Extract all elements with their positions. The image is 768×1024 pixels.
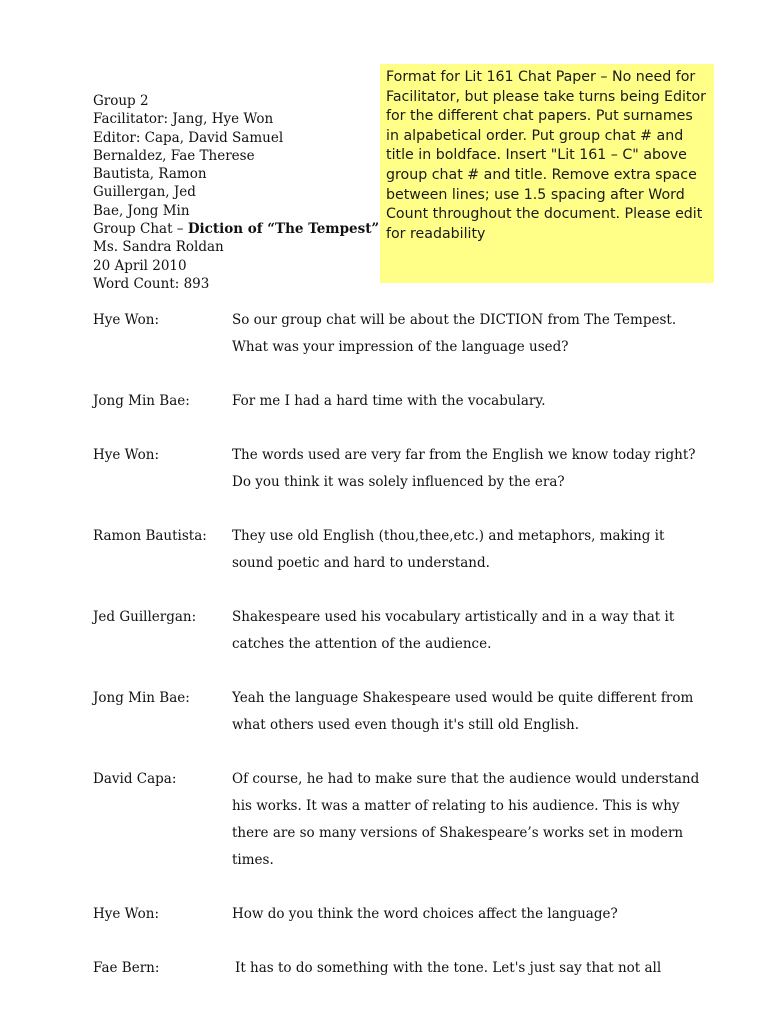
group-chat-title: Diction of “The Tempest”: [187, 221, 380, 238]
chat-message: Shakespeare used his vocabulary artistically and in a way that it catches the attention of the audience.: [232, 608, 675, 652]
chat-speaker: Jong Min Bae:: [93, 689, 190, 706]
chat-message: The words used are very far from the English we know today right? Do you think it was solely influenced by the era?: [232, 446, 696, 490]
chat-entry: [93, 307, 713, 361]
chat-entry: [93, 604, 713, 658]
chat-message: How do you think the word choices affect the language?: [232, 906, 618, 923]
chat-message: For me I had a hard time with the vocabulary.: [232, 393, 546, 409]
chat-speaker: Hye Won:: [93, 906, 160, 923]
member-name: Bautista, Ramon: [93, 166, 207, 183]
chat-entry: [93, 901, 713, 928]
chat-entry: [93, 442, 713, 496]
chat-entry: [93, 955, 713, 982]
group-chat-prefix: Group Chat –: [93, 221, 188, 238]
chat-entry: [93, 685, 713, 739]
chat-entry: [93, 766, 713, 875]
word-count-line: Word Count: 893: [93, 275, 210, 292]
facilitator-line: Facilitator: Jang, Hye Won: [93, 111, 274, 128]
chat-entry: [93, 523, 713, 577]
member-name: Guillergan, Jed: [93, 184, 196, 201]
chat-message: Of course, he had to make sure that the audience would understand his works. It was a matter of relating to his audience. This is why there are so many versions of Shakespeare’s works set in modern times.: [232, 770, 700, 869]
chat-speaker: Fae Bern:: [93, 960, 160, 976]
date-line: 20 April 2010: [93, 257, 187, 274]
group-chat-title-line: [93, 220, 393, 238]
chat-transcript: [93, 307, 713, 1009]
member-name: Bernaldez, Fae Therese: [93, 147, 255, 164]
document-header: [93, 92, 393, 293]
chat-speaker: Ramon Bautista:: [93, 527, 207, 544]
chat-speaker: Jong Min Bae:: [93, 393, 190, 409]
chat-entry: [93, 388, 713, 415]
chat-message: So our group chat will be about the DICTION from The Tempest. What was your impression of the language used?: [232, 312, 677, 356]
chat-speaker: Hye Won:: [93, 312, 160, 328]
group-number: Group 2: [93, 93, 149, 109]
member-name: Bae, Jong Min: [93, 202, 190, 219]
chat-speaker: Hye Won:: [93, 446, 160, 463]
chat-message: It has to do something with the tone. Let's just say that not all: [235, 960, 662, 976]
chat-message: They use old English (thou,thee,etc.) and metaphors, making it sound poetic and hard to understand.: [232, 527, 665, 571]
sticky-note-comment: [380, 64, 714, 283]
editor-line: Editor: Capa, David Samuel: [93, 129, 284, 146]
sticky-note-text: Format for Lit 161 Chat Paper – No need for Facilitator, but please take turns being Editor for the different chat papers. Put surnames in alpabetical order. Put group chat # and title in boldface. Insert "Lit 161 – C" above group chat # and title. Remove extra space between lines; use 1.5 spacing after Word Count throughout the document. Please edit for readability: [386, 69, 707, 242]
chat-speaker: David Capa:: [93, 770, 177, 787]
chat-speaker: Jed Guillergan:: [93, 608, 197, 625]
chat-message: Yeah the language Shakespeare used would be quite different from what others used even though it's still old English.: [232, 689, 694, 733]
teacher-line: Ms. Sandra Roldan: [93, 239, 224, 256]
